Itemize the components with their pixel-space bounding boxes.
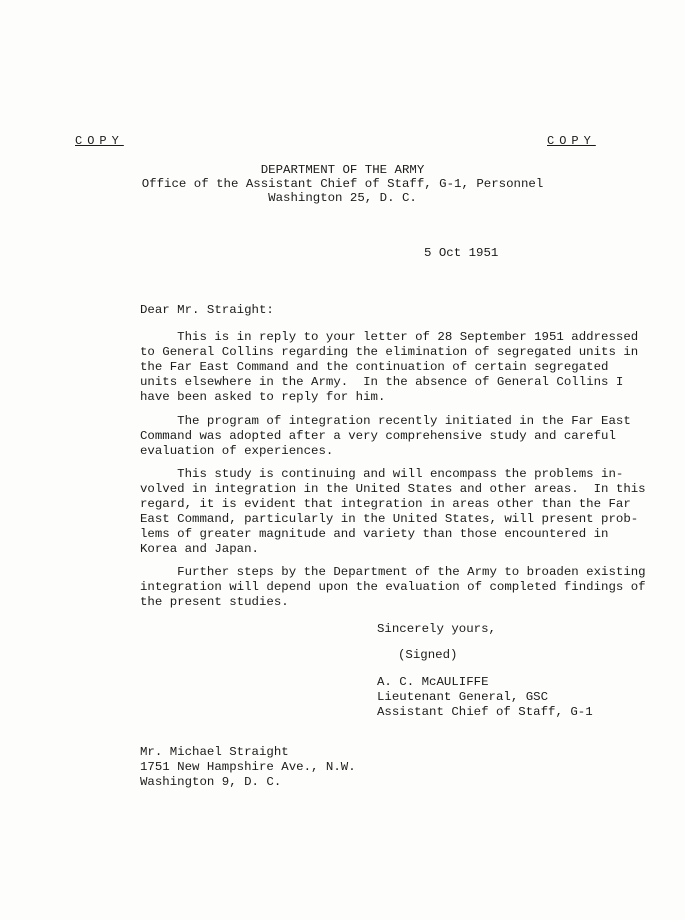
- paragraph-line: Korea and Japan.: [140, 542, 259, 556]
- letterhead-office: Office of the Assistant Chief of Staff, G-1, Personnel: [141, 177, 544, 191]
- paragraph-line: have been asked to reply for him.: [140, 390, 386, 404]
- paragraph-line: Further steps by the Department of the Army to broaden existing: [140, 565, 646, 579]
- signer-name: A. C. McAULIFFE: [377, 675, 489, 689]
- complimentary-close: Sincerely yours,: [377, 622, 496, 636]
- paragraph-line: Command was adopted after a very comprehensive study and careful: [140, 429, 616, 443]
- paragraph-line: The program of integration recently initiated in the Far East: [140, 414, 631, 428]
- letterhead-department: DEPARTMENT OF THE ARMY: [260, 163, 425, 177]
- copy-mark-left: COPY: [75, 134, 124, 148]
- signer-title: Assistant Chief of Staff, G-1: [377, 705, 593, 719]
- paragraph-line: lems of greater magnitude and variety than those encountered in: [140, 527, 609, 541]
- paragraph-line: the present studies.: [140, 595, 289, 609]
- paragraph-line: integration will depend upon the evaluation of completed findings of: [140, 580, 646, 594]
- salutation: Dear Mr. Straight:: [140, 303, 274, 317]
- paragraph-line: units elsewhere in the Army. In the absence of General Collins I: [140, 375, 624, 389]
- paragraph-line: the Far East Command and the continuation of certain segregated: [140, 360, 609, 374]
- paragraph-line: This is in reply to your letter of 28 September 1951 addressed: [140, 330, 639, 344]
- paragraph-line: regard, it is evident that integration in areas other than the Far: [140, 497, 631, 511]
- copy-mark-right: COPY: [547, 134, 596, 148]
- recipient-street: 1751 New Hampshire Ave., N.W.: [140, 760, 356, 774]
- paragraph-line: evaluation of experiences.: [140, 444, 334, 458]
- recipient-name: Mr. Michael Straight: [140, 745, 289, 759]
- paragraph-line: This study is continuing and will encompass the problems in-: [140, 467, 624, 481]
- paragraph-line: to General Collins regarding the elimination of segregated units in: [140, 345, 639, 359]
- paragraph-line: East Command, particularly in the United States, will present prob-: [140, 512, 639, 526]
- signed-note: (Signed): [398, 648, 458, 662]
- signer-rank: Lieutenant General, GSC: [377, 690, 549, 704]
- recipient-city: Washington 9, D. C.: [140, 775, 282, 789]
- paragraph-line: volved in integration in the United States and other areas. In this: [140, 482, 646, 496]
- letter-date: 5 Oct 1951: [424, 246, 499, 260]
- letterhead-city: Washington 25, D. C.: [268, 191, 417, 205]
